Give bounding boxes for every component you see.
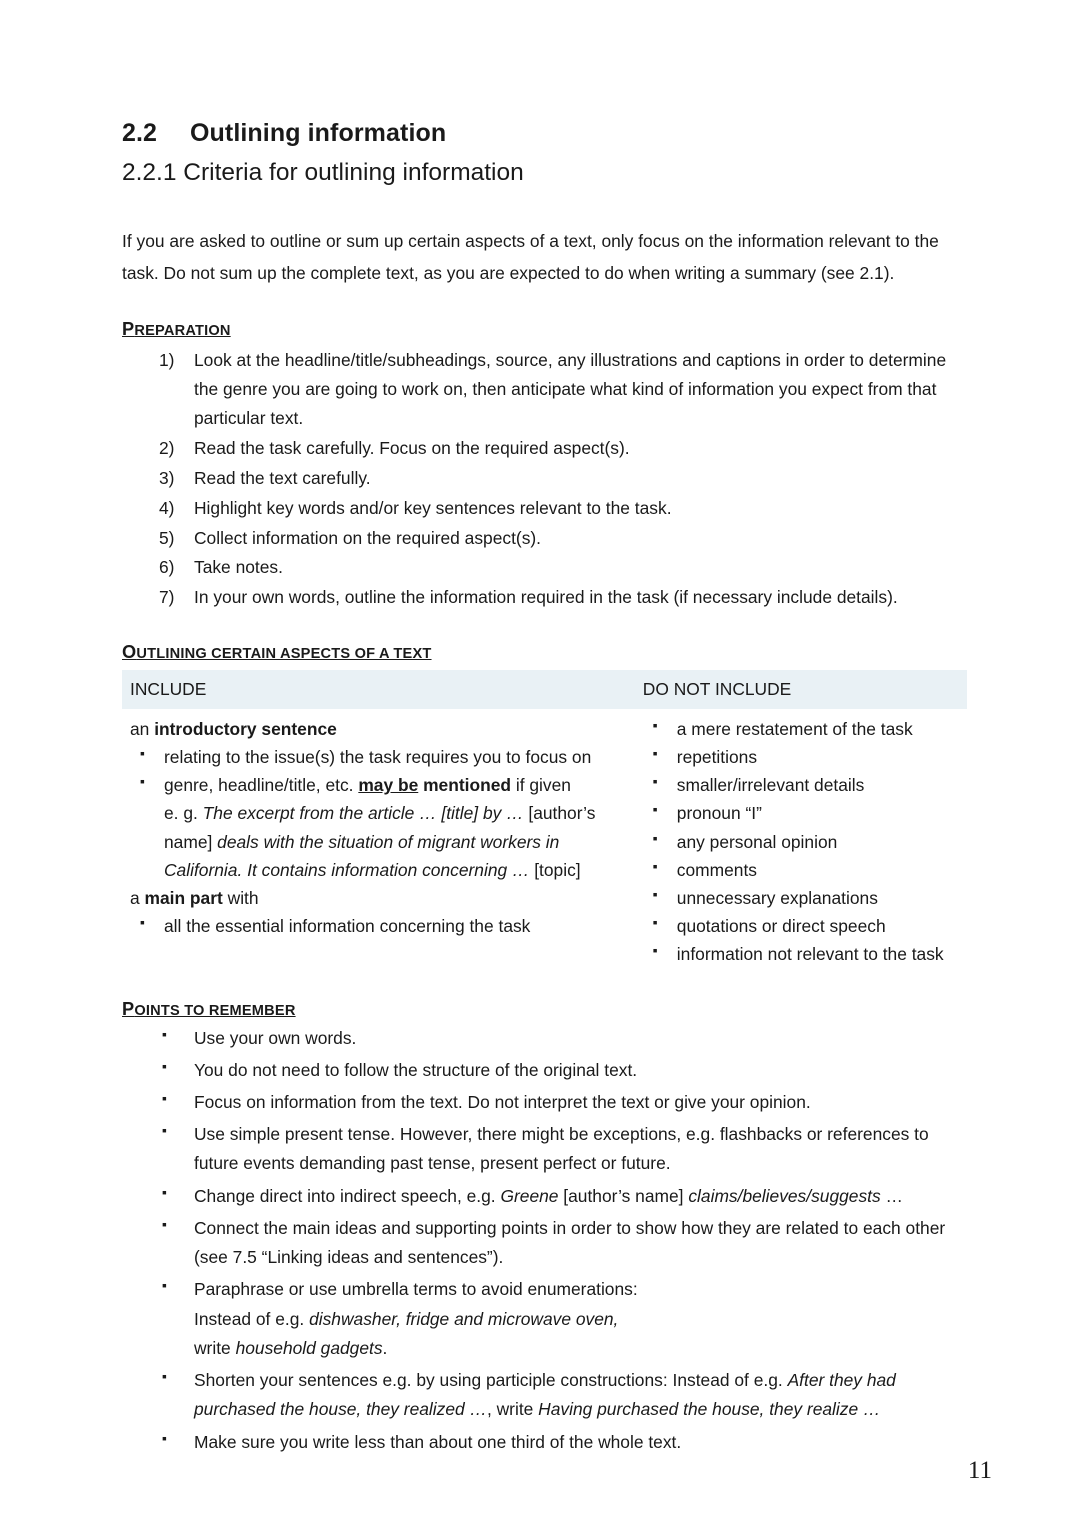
example-italic-2: deals with the situation of migrant workers in California. It contains information concerning … — [164, 831, 560, 880]
list-item — [643, 884, 967, 912]
list-item — [122, 1024, 967, 1053]
page-title-text: Outlining information — [190, 119, 447, 147]
example-suffix: [topic] — [529, 859, 581, 880]
exclude-bullets — [643, 715, 967, 969]
outlining-table-heading — [122, 642, 967, 663]
list-item — [122, 1120, 967, 1178]
preparation-heading-rest: REPARATION — [134, 323, 231, 340]
list-item — [122, 1214, 967, 1272]
list-item-label: 7) — [159, 587, 175, 608]
list-item-label: 6) — [159, 557, 175, 578]
outlining-heading-rest: UTLINING CERTAIN ASPECTS OF A TEXT — [136, 646, 432, 663]
list-item — [122, 524, 967, 553]
intro-paragraph: If you are asked to outline or sum up certain aspects of a text, only focus on the information relevant to the task. Do not sum up the complete text, as you are expected to do when writing a summary (see 2.1). — [122, 230, 939, 283]
column-header-include: INCLUDE — [122, 670, 635, 709]
list-item-text: pronoun “I” — [676, 803, 762, 824]
list-item-text: a mere restatement of the task — [676, 718, 913, 739]
preparation-heading — [122, 319, 967, 340]
list-item — [643, 828, 967, 856]
list-item-italic-2: claims/believes/suggests — [688, 1185, 881, 1206]
lead-prefix: a — [130, 887, 145, 908]
include-exclude-table — [122, 670, 967, 968]
subline-italic: household gadgets — [235, 1337, 383, 1358]
bullet-example — [164, 799, 635, 884]
list-item-text: Use your own words. — [194, 1027, 357, 1048]
list-item-text: repetitions — [676, 747, 758, 768]
list-item-text: quotations or direct speech — [676, 916, 886, 937]
points-heading-initial: P — [122, 998, 135, 1019]
page-title — [122, 118, 967, 149]
list-item — [122, 1056, 967, 1085]
list-item-text: comments — [676, 859, 758, 880]
list-item — [122, 553, 967, 582]
list-item-subline-1 — [194, 1305, 967, 1334]
bullet-may-be: may be — [358, 775, 419, 796]
list-item — [643, 940, 967, 968]
example-middle: [author’s name] — [164, 803, 596, 852]
list-item-text: relating to the issue(s) the task requires you to focus on — [164, 747, 592, 768]
list-item-italic-1: Greene — [500, 1185, 559, 1206]
list-item — [122, 1366, 967, 1424]
list-item-text-b: [author’s name] — [558, 1185, 689, 1206]
subline-italic: dishwasher, fridge and microwave oven, — [309, 1308, 619, 1329]
list-item — [643, 715, 967, 743]
list-item-text: You do not need to follow the structure of the original text. — [194, 1059, 638, 1080]
list-item-text: Use simple present tense. However, there might be exceptions, e.g. flashbacks or references to future events demanding past tense, present perfect or future. — [194, 1124, 929, 1174]
list-item — [122, 434, 967, 463]
list-item — [643, 799, 967, 827]
list-item — [643, 912, 967, 940]
list-item-text: Change direct into indirect speech, e.g. — [194, 1185, 501, 1206]
list-item-text: Read the task carefully. Focus on the required aspect(s). — [194, 437, 630, 458]
list-item-text: Make sure you write less than about one third of the whole text. — [194, 1431, 682, 1452]
list-item-label: 2) — [159, 437, 175, 458]
table-header-row — [122, 670, 967, 709]
list-item — [122, 346, 967, 433]
list-item — [122, 494, 967, 523]
list-item — [122, 1182, 967, 1211]
list-item-text: Focus on information from the text. Do not interpret the text or give your opinion. — [194, 1091, 811, 1112]
list-item-text: smaller/irrelevant details — [676, 775, 865, 796]
include-lead-main-part — [130, 884, 635, 912]
list-item-text: information not relevant to the task — [676, 944, 944, 965]
page-title-number: 2.2 — [122, 119, 158, 147]
list-item — [122, 1428, 967, 1457]
list-item-text: Connect the main ideas and supporting points in order to show how they are related to each other (see 7.5 “Linking ideas and sentences”). — [194, 1217, 946, 1268]
list-item-text: Read the text carefully. — [194, 467, 371, 488]
outlining-heading-initial: O — [122, 642, 137, 663]
list-item-text-b: , write — [486, 1399, 539, 1420]
list-item — [122, 1088, 967, 1117]
page-number: 11 — [967, 1457, 992, 1484]
bullet-part-d: if given — [511, 775, 571, 796]
list-item-italic-2: Having purchased the house, they realize … — [538, 1399, 881, 1420]
lead-prefix: an — [130, 718, 155, 739]
bullet-part-a: genre, headline/title, etc. — [164, 775, 359, 796]
list-item — [643, 743, 967, 771]
example-prefix: e. g. — [164, 803, 203, 824]
include-bullets-intro — [130, 743, 635, 884]
list-item-text: any personal opinion — [676, 831, 838, 852]
lead-suffix: with — [222, 887, 259, 908]
subline-prefix: Instead of e.g. — [194, 1308, 310, 1329]
list-item-text: all the essential information concerning the task — [164, 916, 531, 937]
table-body — [122, 709, 967, 969]
preparation-list — [122, 346, 967, 612]
list-item — [122, 1275, 967, 1363]
list-item-subline-2 — [194, 1334, 967, 1363]
points-to-remember-list — [122, 1024, 967, 1457]
column-header-exclude: DO NOT INCLUDE — [635, 670, 967, 709]
list-item — [643, 856, 967, 884]
list-item-text: In your own words, outline the information required in the task (if necessary include details). — [194, 587, 898, 608]
include-lead-introductory — [130, 715, 635, 743]
list-item-label: 4) — [159, 497, 175, 518]
list-item — [122, 583, 967, 612]
list-item-label: 3) — [159, 467, 175, 488]
include-cell — [122, 709, 635, 969]
example-italic-1: The excerpt from the article … [title] by … — [202, 803, 524, 824]
list-item-text: Look at the headline/title/subheadings, source, any illustrations and captions in order to determine the genre you are going to work on, then anticipate what kind of information you expect from that particular text. — [194, 350, 947, 428]
list-item-text: unnecessary explanations — [676, 887, 878, 908]
list-item-text: Collect information on the required aspect(s). — [194, 527, 542, 548]
section-subheading: 2.2.1 Criteria for outlining information — [122, 159, 524, 186]
subline-suffix: . — [382, 1337, 388, 1358]
include-bullets-main — [130, 912, 635, 940]
list-item — [130, 912, 635, 940]
list-item-text: Paraphrase or use umbrella terms to avoid enumerations: — [194, 1279, 638, 1300]
lead-bold: main part — [144, 887, 223, 908]
exclude-cell — [635, 709, 967, 969]
points-heading-rest: OINTS TO REMEMBER — [134, 1002, 296, 1019]
list-item-label: 1) — [159, 350, 175, 371]
list-item-text-c: … — [880, 1185, 903, 1206]
preparation-heading-initial: P — [122, 319, 135, 340]
list-item — [130, 771, 635, 884]
points-to-remember-heading — [122, 999, 967, 1020]
list-item-text: Take notes. — [194, 557, 283, 578]
list-item-text: Shorten your sentences e.g. by using participle constructions: Instead of e.g. — [194, 1370, 788, 1391]
list-item — [130, 743, 635, 771]
page-content — [122, 118, 967, 1460]
list-item — [122, 464, 967, 493]
list-item — [643, 771, 967, 799]
lead-bold: introductory sentence — [154, 718, 337, 739]
bullet-mentioned: mentioned — [418, 775, 512, 796]
subline-prefix: write — [194, 1337, 236, 1358]
table-row — [122, 709, 967, 969]
list-item-text: Highlight key words and/or key sentences relevant to the task. — [194, 497, 672, 518]
list-item-label: 5) — [159, 527, 175, 548]
table-header — [122, 670, 967, 709]
list-item-italic-1: After they had purchased the house, they realized … — [194, 1370, 896, 1420]
